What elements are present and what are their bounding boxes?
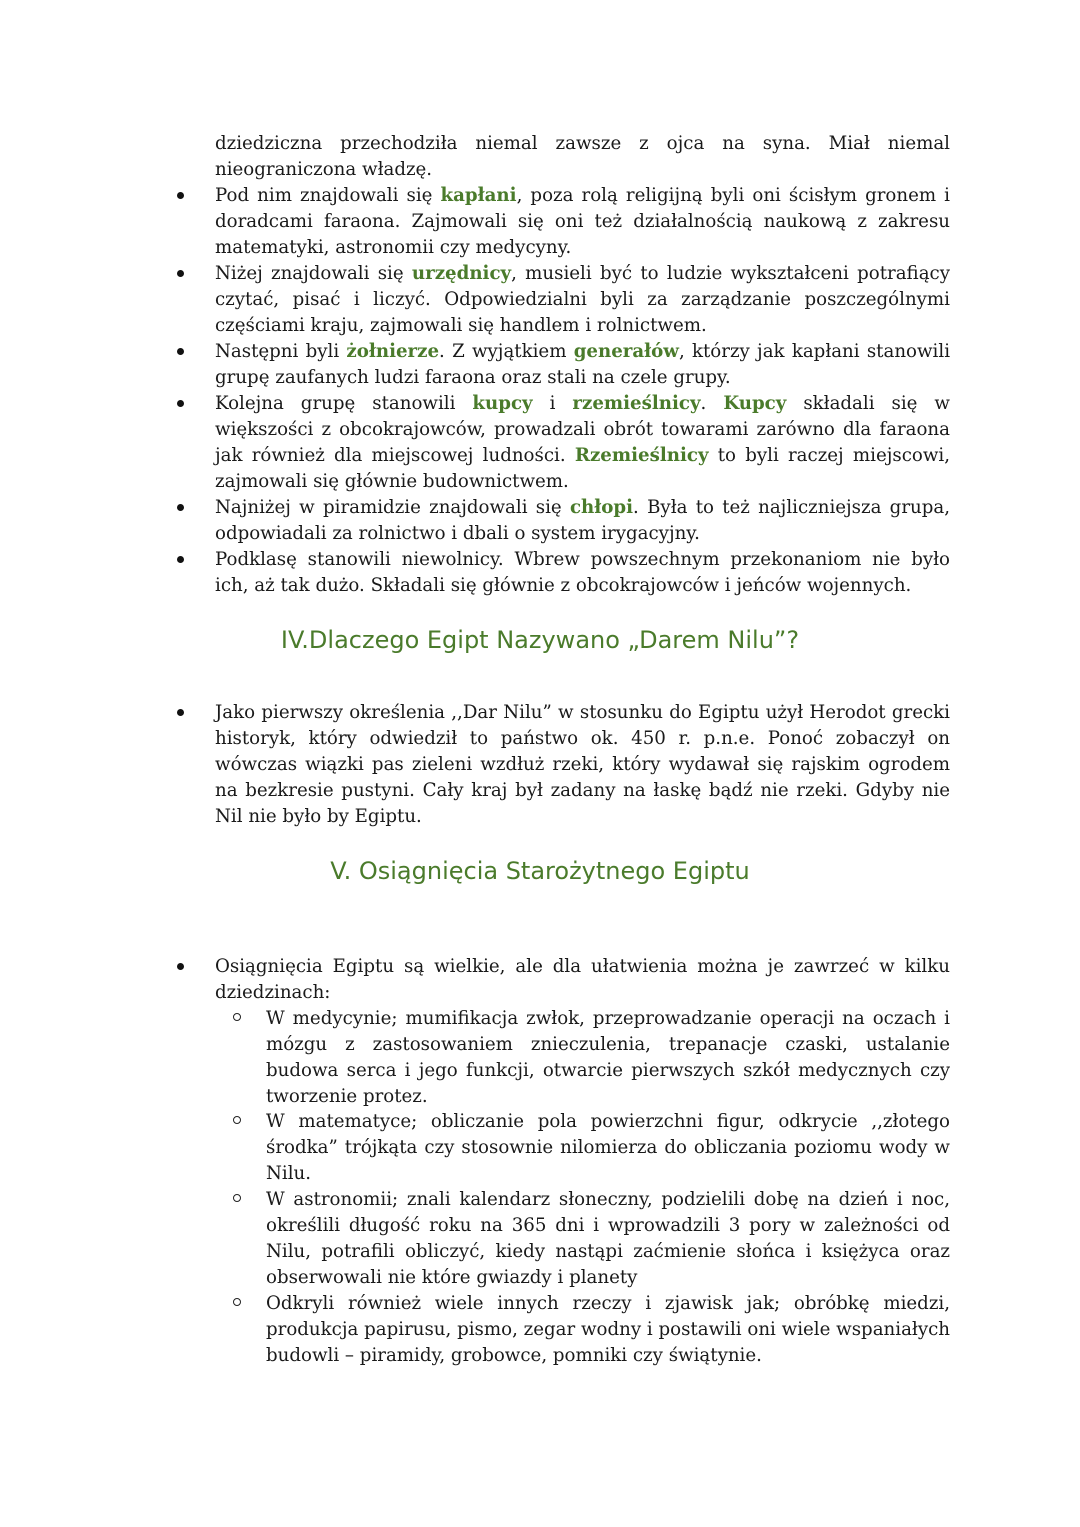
list-item: Podklasę stanowili niewolnicy. Wbrew powszechnym przekonaniom nie było ich, aż tak dużo. Składali się głównie z obcokrajowców i jeńców wojennych. [215,547,950,599]
sub-list-item: W medycynie; mumifikacja zwłok, przeprowadzanie operacji na oczach i mózgu z zastosowaniem znieczulenia, trepanacje czaski, ustalanie budowa serca i jego funkcji, otwarcie pierwszych szkół medycznych czy tworzenie protez. [266,1006,950,1110]
keyword: generałów [573,341,679,362]
section-heading: IV.Dlaczego Egipt Nazywano „Darem Nilu”? [280,626,800,654]
bullet-icon [177,963,184,970]
bullet-icon [177,348,184,355]
circle-bullet-icon [233,1298,241,1306]
keyword: żołnierze [346,341,440,362]
keyword: chłopi [569,497,634,518]
sub-list-item: W astronomii; znali kalendarz słoneczny, podzielili dobę na dzień i noc, określili długość roku na 365 dni i wprowadzili 3 pory w zależności od Nilu, potrafili obliczyć, kiedy nastąpi zaćmienie słońca i księżyca oraz obserwowali nie które gwiazdy i planety [266,1187,950,1291]
section-heading: V. Osiągnięcia Starożytnego Egiptu [330,857,750,885]
bullet-icon [177,192,184,199]
list-item: Kolejna grupę stanowili kupcy i rzemieślnicy. Kupcy składali się w większości z obcokrajowców, prowadzali obrót towarami zarówno dla faraona jak również dla miejscowej ludności. Rzemieślnicy to byli raczej miejscowi, zajmowali się głównie budownictwem. [215,391,950,495]
sub-list-item: W matematyce; obliczanie pola powierzchni figur, odkrycie ,,złotego środka” trójkąta czy stosownie nilomierza do obliczania poziomu wody w Nilu. [266,1109,950,1187]
list-item: Jako pierwszy określenia ,,Dar Nilu” w stosunku do Egiptu użył Herodot grecki historyk, który odwiedził to państwo ok. 450 r. p.n.e. Ponoć zobaczył on wówczas wiązki pas zieleni wzdłuż rzeki, który wydawał się rajskim ogrodem na bezkresie pustyni. Cały kraj był zadany na łaskę bądź nie rzeki. Gdyby nie Nil nie było by Egiptu. [215,700,950,830]
keyword: Kupcy [723,393,787,414]
sub-list-item: Odkryli również wiele innych rzeczy i zjawisk jak; obróbkę miedzi, produkcja papirusu, pismo, zegar wodny i postawili oni wiele wspaniałych budowli – piramidy, grobowce, pomniki czy świątynie. [266,1291,950,1369]
circle-bullet-icon [233,1116,241,1124]
circle-bullet-icon [233,1194,241,1202]
bullet-icon [177,709,184,716]
keyword: urzędnicy [411,263,512,284]
list-item: Niżej znajdowali się urzędnicy, musieli być to ludzie wykształceni potrafiący czytać, pisać i liczyć. Odpowiedzialni byli za zarządzanie poszczególnymi częściami kraju, zajmowali się handlem i rolnictwem. [215,261,950,339]
bullet-icon [177,556,184,563]
keyword: Rzemieślnicy [574,445,709,466]
list-item: Pod nim znajdowali się kapłani, poza rolą religijną byli oni ścisłym gronem i doradcami faraona. Zajmowali się oni też działalnością naukową z zakresu matematyki, astronomii czy medycyny. [215,183,950,261]
list-item: Następni byli żołnierze. Z wyjątkiem generałów, którzy jak kapłani stanowili grupę zaufanych ludzi faraona oraz stali na czele grupy. [215,339,950,391]
keyword: kapłani [440,185,517,206]
keyword: kupcy [472,393,533,414]
bullet-icon [177,504,184,511]
list-item: Najniżej w piramidzie znajdowali się chłopi. Była to też najliczniejsza grupa, odpowiadali za rolnictwo i dbali o system irygacyjny. [215,495,950,547]
bullet-icon [177,270,184,277]
keyword: rzemieślnicy [572,393,701,414]
paragraph-text: dziedziczna przechodziła niemal zawsze z ojca na syna. Miał niemal nieograniczona władzę. [215,133,950,180]
list-item: Osiągnięcia Egiptu są wielkie, ale dla ułatwienia można je zawrzeć w kilku dziedzinach: [215,954,950,1006]
paragraph-continuation [215,131,950,183]
circle-bullet-icon [233,1013,241,1021]
bullet-icon [177,400,184,407]
